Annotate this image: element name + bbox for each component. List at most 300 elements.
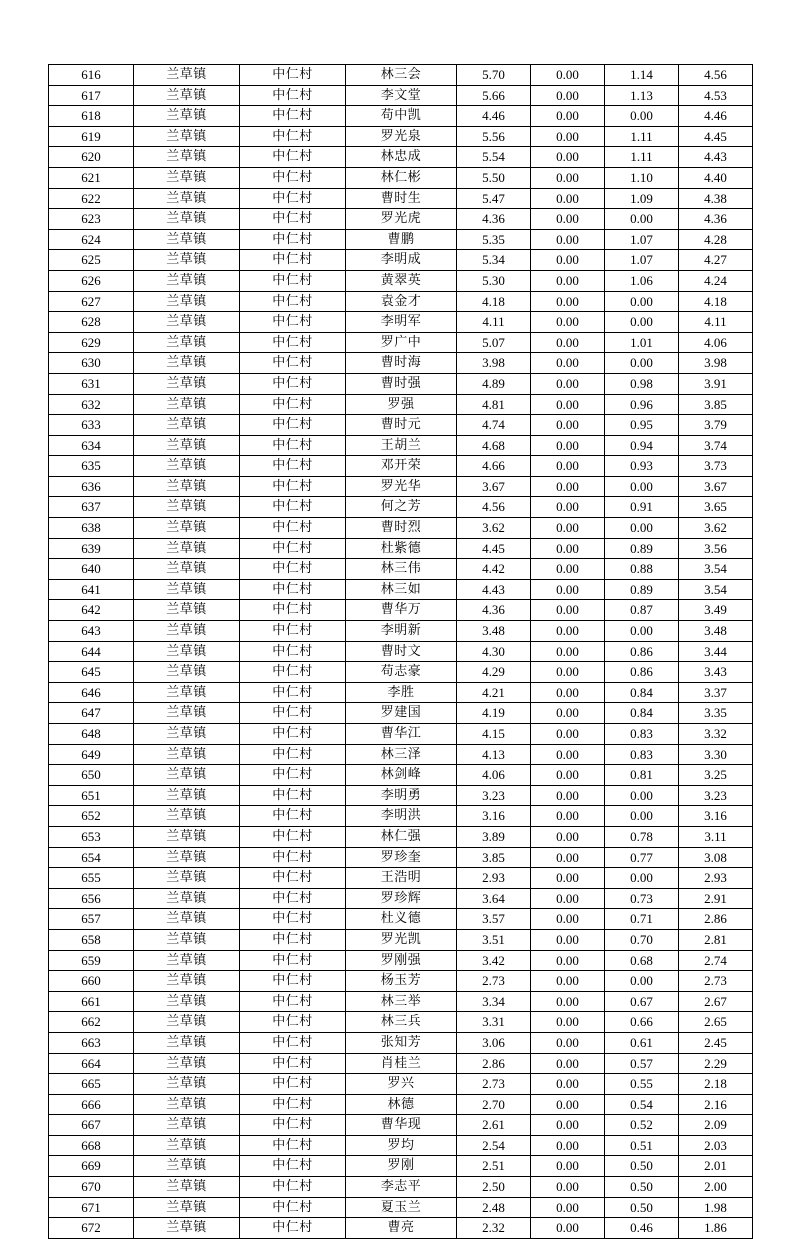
cell-name: 曹时元: [346, 415, 457, 436]
cell-village: 中仁村: [240, 415, 346, 436]
cell-town: 兰草镇: [134, 435, 240, 456]
cell-id: 631: [49, 373, 134, 394]
cell-village: 中仁村: [240, 291, 346, 312]
cell-value-1: 5.50: [457, 167, 531, 188]
cell-id: 648: [49, 724, 134, 745]
cell-value-2: 0.00: [531, 538, 605, 559]
cell-id: 633: [49, 415, 134, 436]
cell-value-2: 0.00: [531, 703, 605, 724]
cell-value-3: 0.46: [605, 1218, 679, 1239]
cell-village: 中仁村: [240, 1197, 346, 1218]
cell-name: 邓开荣: [346, 456, 457, 477]
cell-village: 中仁村: [240, 270, 346, 291]
cell-id: 656: [49, 888, 134, 909]
table-row: [49, 1197, 753, 1218]
cell-town: 兰草镇: [134, 1032, 240, 1053]
cell-town: 兰草镇: [134, 579, 240, 600]
cell-name: 李明成: [346, 250, 457, 271]
cell-town: 兰草镇: [134, 229, 240, 250]
cell-value-1: 4.68: [457, 435, 531, 456]
table-row: [49, 518, 753, 539]
cell-town: 兰草镇: [134, 600, 240, 621]
cell-town: 兰草镇: [134, 991, 240, 1012]
cell-town: 兰草镇: [134, 1197, 240, 1218]
cell-value-3: 1.07: [605, 250, 679, 271]
cell-village: 中仁村: [240, 209, 346, 230]
table-row: [49, 744, 753, 765]
cell-name: 曹时文: [346, 641, 457, 662]
cell-village: 中仁村: [240, 229, 346, 250]
cell-name: 罗强: [346, 394, 457, 415]
cell-town: 兰草镇: [134, 888, 240, 909]
cell-value-2: 0.00: [531, 991, 605, 1012]
cell-id: 662: [49, 1012, 134, 1033]
cell-value-4: 2.18: [679, 1074, 753, 1095]
cell-id: 664: [49, 1053, 134, 1074]
table-row: [49, 950, 753, 971]
cell-town: 兰草镇: [134, 621, 240, 642]
cell-value-1: 2.48: [457, 1197, 531, 1218]
cell-town: 兰草镇: [134, 765, 240, 786]
cell-id: 671: [49, 1197, 134, 1218]
cell-village: 中仁村: [240, 682, 346, 703]
cell-value-2: 0.00: [531, 353, 605, 374]
cell-value-3: 1.11: [605, 147, 679, 168]
cell-town: 兰草镇: [134, 1218, 240, 1239]
cell-value-1: 3.48: [457, 621, 531, 642]
cell-value-2: 0.00: [531, 826, 605, 847]
table-row: [49, 600, 753, 621]
cell-id: 638: [49, 518, 134, 539]
cell-name: 林三如: [346, 579, 457, 600]
table-row: [49, 332, 753, 353]
cell-value-1: 5.35: [457, 229, 531, 250]
cell-village: 中仁村: [240, 1135, 346, 1156]
table-row: [49, 1218, 753, 1239]
cell-value-1: 2.51: [457, 1156, 531, 1177]
cell-value-2: 0.00: [531, 600, 605, 621]
cell-value-4: 4.43: [679, 147, 753, 168]
cell-town: 兰草镇: [134, 291, 240, 312]
cell-value-4: 2.74: [679, 950, 753, 971]
cell-value-3: 0.77: [605, 847, 679, 868]
cell-name: 肖桂兰: [346, 1053, 457, 1074]
cell-village: 中仁村: [240, 888, 346, 909]
cell-value-4: 4.53: [679, 85, 753, 106]
cell-id: 618: [49, 106, 134, 127]
cell-value-1: 2.61: [457, 1115, 531, 1136]
cell-town: 兰草镇: [134, 353, 240, 374]
cell-town: 兰草镇: [134, 641, 240, 662]
cell-id: 654: [49, 847, 134, 868]
cell-value-4: 3.37: [679, 682, 753, 703]
table-row: [49, 126, 753, 147]
cell-value-2: 0.00: [531, 1012, 605, 1033]
cell-village: 中仁村: [240, 559, 346, 580]
cell-id: 658: [49, 929, 134, 950]
cell-value-4: 2.29: [679, 1053, 753, 1074]
cell-village: 中仁村: [240, 991, 346, 1012]
cell-value-2: 0.00: [531, 85, 605, 106]
cell-value-2: 0.00: [531, 579, 605, 600]
cell-town: 兰草镇: [134, 126, 240, 147]
cell-value-2: 0.00: [531, 1197, 605, 1218]
table-row: [49, 991, 753, 1012]
cell-name: 曹时生: [346, 188, 457, 209]
table-row: [49, 435, 753, 456]
cell-value-1: 2.32: [457, 1218, 531, 1239]
cell-value-3: 0.00: [605, 785, 679, 806]
cell-id: 622: [49, 188, 134, 209]
cell-village: 中仁村: [240, 188, 346, 209]
table-row: [49, 394, 753, 415]
cell-value-4: 3.16: [679, 806, 753, 827]
cell-value-3: 0.00: [605, 806, 679, 827]
cell-village: 中仁村: [240, 435, 346, 456]
cell-value-3: 1.01: [605, 332, 679, 353]
cell-value-1: 4.13: [457, 744, 531, 765]
cell-village: 中仁村: [240, 147, 346, 168]
cell-town: 兰草镇: [134, 270, 240, 291]
cell-value-2: 0.00: [531, 373, 605, 394]
cell-id: 642: [49, 600, 134, 621]
cell-value-3: 0.50: [605, 1197, 679, 1218]
cell-id: 646: [49, 682, 134, 703]
cell-value-2: 0.00: [531, 1074, 605, 1095]
table-row: [49, 456, 753, 477]
cell-value-2: 0.00: [531, 621, 605, 642]
cell-value-4: 2.67: [679, 991, 753, 1012]
cell-name: 王浩明: [346, 868, 457, 889]
cell-value-3: 1.14: [605, 65, 679, 86]
table-row: [49, 1135, 753, 1156]
cell-town: 兰草镇: [134, 65, 240, 86]
cell-name: 苟中凯: [346, 106, 457, 127]
cell-name: 罗广中: [346, 332, 457, 353]
cell-id: 619: [49, 126, 134, 147]
table-row: [49, 703, 753, 724]
cell-value-3: 1.09: [605, 188, 679, 209]
cell-village: 中仁村: [240, 518, 346, 539]
cell-value-3: 0.00: [605, 621, 679, 642]
cell-village: 中仁村: [240, 971, 346, 992]
cell-value-4: 3.48: [679, 621, 753, 642]
cell-value-2: 0.00: [531, 1177, 605, 1198]
cell-village: 中仁村: [240, 662, 346, 683]
table-row: [49, 353, 753, 374]
cell-village: 中仁村: [240, 106, 346, 127]
cell-value-4: 3.43: [679, 662, 753, 683]
table-row: [49, 188, 753, 209]
table-row: [49, 621, 753, 642]
cell-town: 兰草镇: [134, 724, 240, 745]
cell-value-3: 0.00: [605, 868, 679, 889]
cell-value-1: 4.56: [457, 497, 531, 518]
cell-town: 兰草镇: [134, 538, 240, 559]
cell-name: 李明新: [346, 621, 457, 642]
table-row: [49, 1053, 753, 1074]
cell-id: 653: [49, 826, 134, 847]
cell-name: 李志平: [346, 1177, 457, 1198]
cell-value-3: 0.78: [605, 826, 679, 847]
cell-town: 兰草镇: [134, 1094, 240, 1115]
cell-town: 兰草镇: [134, 1074, 240, 1095]
cell-town: 兰草镇: [134, 1053, 240, 1074]
cell-name: 罗光虎: [346, 209, 457, 230]
cell-id: 666: [49, 1094, 134, 1115]
cell-name: 何之芳: [346, 497, 457, 518]
cell-village: 中仁村: [240, 1177, 346, 1198]
cell-value-1: 3.98: [457, 353, 531, 374]
cell-village: 中仁村: [240, 312, 346, 333]
cell-id: 628: [49, 312, 134, 333]
cell-value-2: 0.00: [531, 415, 605, 436]
cell-value-2: 0.00: [531, 65, 605, 86]
cell-name: 罗刚强: [346, 950, 457, 971]
cell-town: 兰草镇: [134, 1177, 240, 1198]
cell-value-2: 0.00: [531, 229, 605, 250]
cell-town: 兰草镇: [134, 497, 240, 518]
cell-value-4: 3.98: [679, 353, 753, 374]
cell-value-4: 4.28: [679, 229, 753, 250]
cell-village: 中仁村: [240, 167, 346, 188]
cell-value-4: 2.09: [679, 1115, 753, 1136]
cell-id: 661: [49, 991, 134, 1012]
cell-id: 632: [49, 394, 134, 415]
cell-village: 中仁村: [240, 765, 346, 786]
cell-value-2: 0.00: [531, 724, 605, 745]
cell-name: 曹华江: [346, 724, 457, 745]
cell-town: 兰草镇: [134, 373, 240, 394]
cell-value-2: 0.00: [531, 641, 605, 662]
cell-value-3: 0.95: [605, 415, 679, 436]
cell-value-1: 3.06: [457, 1032, 531, 1053]
cell-value-3: 0.94: [605, 435, 679, 456]
table-row: [49, 806, 753, 827]
table-row: [49, 1177, 753, 1198]
cell-value-1: 4.36: [457, 209, 531, 230]
cell-value-1: 2.93: [457, 868, 531, 889]
table-row: [49, 270, 753, 291]
table-row: [49, 415, 753, 436]
cell-value-4: 3.23: [679, 785, 753, 806]
cell-value-1: 4.43: [457, 579, 531, 600]
cell-value-3: 0.00: [605, 971, 679, 992]
cell-name: 李胜: [346, 682, 457, 703]
table-row: [49, 1115, 753, 1136]
cell-value-1: 2.73: [457, 1074, 531, 1095]
cell-value-3: 0.73: [605, 888, 679, 909]
cell-name: 林三兵: [346, 1012, 457, 1033]
cell-value-4: 4.40: [679, 167, 753, 188]
table-row: [49, 888, 753, 909]
cell-value-4: 3.91: [679, 373, 753, 394]
cell-id: 641: [49, 579, 134, 600]
cell-value-4: 3.30: [679, 744, 753, 765]
cell-name: 黄翠英: [346, 270, 457, 291]
cell-village: 中仁村: [240, 929, 346, 950]
cell-value-2: 0.00: [531, 476, 605, 497]
cell-id: 672: [49, 1218, 134, 1239]
cell-id: 639: [49, 538, 134, 559]
cell-town: 兰草镇: [134, 847, 240, 868]
cell-value-3: 0.89: [605, 579, 679, 600]
cell-value-4: 3.73: [679, 456, 753, 477]
cell-value-3: 0.66: [605, 1012, 679, 1033]
cell-village: 中仁村: [240, 394, 346, 415]
cell-value-4: 3.08: [679, 847, 753, 868]
cell-village: 中仁村: [240, 126, 346, 147]
cell-name: 曹华现: [346, 1115, 457, 1136]
cell-value-3: 1.07: [605, 229, 679, 250]
cell-village: 中仁村: [240, 1094, 346, 1115]
cell-value-2: 0.00: [531, 1135, 605, 1156]
cell-village: 中仁村: [240, 538, 346, 559]
cell-town: 兰草镇: [134, 188, 240, 209]
cell-value-3: 0.52: [605, 1115, 679, 1136]
cell-value-1: 4.06: [457, 765, 531, 786]
table-row: [49, 147, 753, 168]
cell-value-2: 0.00: [531, 950, 605, 971]
table-row: [49, 1074, 753, 1095]
cell-town: 兰草镇: [134, 167, 240, 188]
cell-value-4: 3.54: [679, 559, 753, 580]
cell-value-4: 2.65: [679, 1012, 753, 1033]
cell-value-4: 3.62: [679, 518, 753, 539]
cell-name: 罗均: [346, 1135, 457, 1156]
cell-value-3: 0.67: [605, 991, 679, 1012]
cell-name: 杜紫德: [346, 538, 457, 559]
cell-value-3: 0.00: [605, 312, 679, 333]
cell-village: 中仁村: [240, 497, 346, 518]
cell-town: 兰草镇: [134, 1135, 240, 1156]
cell-village: 中仁村: [240, 85, 346, 106]
cell-id: 663: [49, 1032, 134, 1053]
cell-village: 中仁村: [240, 826, 346, 847]
cell-town: 兰草镇: [134, 826, 240, 847]
cell-value-1: 5.70: [457, 65, 531, 86]
cell-value-3: 0.83: [605, 724, 679, 745]
cell-name: 罗刚: [346, 1156, 457, 1177]
table-row: [49, 847, 753, 868]
cell-value-2: 0.00: [531, 106, 605, 127]
cell-town: 兰草镇: [134, 662, 240, 683]
cell-value-3: 0.51: [605, 1135, 679, 1156]
cell-value-2: 0.00: [531, 250, 605, 271]
cell-value-4: 2.91: [679, 888, 753, 909]
cell-town: 兰草镇: [134, 703, 240, 724]
cell-value-2: 0.00: [531, 1218, 605, 1239]
cell-value-2: 0.00: [531, 1115, 605, 1136]
cell-village: 中仁村: [240, 621, 346, 642]
cell-value-4: 3.49: [679, 600, 753, 621]
cell-value-3: 1.11: [605, 126, 679, 147]
cell-value-2: 0.00: [531, 518, 605, 539]
cell-id: 655: [49, 868, 134, 889]
cell-value-1: 4.30: [457, 641, 531, 662]
cell-value-4: 2.81: [679, 929, 753, 950]
cell-value-2: 0.00: [531, 270, 605, 291]
cell-town: 兰草镇: [134, 518, 240, 539]
table-row: [49, 765, 753, 786]
cell-value-4: 2.93: [679, 868, 753, 889]
cell-village: 中仁村: [240, 476, 346, 497]
cell-village: 中仁村: [240, 744, 346, 765]
cell-value-1: 3.85: [457, 847, 531, 868]
cell-value-2: 0.00: [531, 312, 605, 333]
cell-value-4: 2.03: [679, 1135, 753, 1156]
cell-town: 兰草镇: [134, 1115, 240, 1136]
table-row: [49, 312, 753, 333]
cell-value-2: 0.00: [531, 909, 605, 930]
cell-id: 624: [49, 229, 134, 250]
cell-town: 兰草镇: [134, 456, 240, 477]
cell-village: 中仁村: [240, 1012, 346, 1033]
cell-village: 中仁村: [240, 1156, 346, 1177]
cell-id: 634: [49, 435, 134, 456]
table-row: [49, 971, 753, 992]
cell-value-1: 4.42: [457, 559, 531, 580]
cell-id: 649: [49, 744, 134, 765]
cell-value-2: 0.00: [531, 765, 605, 786]
cell-value-2: 0.00: [531, 785, 605, 806]
cell-name: 林德: [346, 1094, 457, 1115]
cell-value-2: 0.00: [531, 147, 605, 168]
cell-id: 651: [49, 785, 134, 806]
cell-village: 中仁村: [240, 600, 346, 621]
cell-value-3: 0.54: [605, 1094, 679, 1115]
cell-village: 中仁村: [240, 373, 346, 394]
cell-id: 668: [49, 1135, 134, 1156]
cell-value-3: 0.88: [605, 559, 679, 580]
cell-id: 645: [49, 662, 134, 683]
cell-name: 林三会: [346, 65, 457, 86]
cell-value-4: 4.06: [679, 332, 753, 353]
cell-value-1: 4.19: [457, 703, 531, 724]
cell-value-3: 0.91: [605, 497, 679, 518]
cell-village: 中仁村: [240, 1074, 346, 1095]
cell-value-1: 3.57: [457, 909, 531, 930]
cell-value-4: 4.18: [679, 291, 753, 312]
table-row: [49, 291, 753, 312]
cell-name: 张知芳: [346, 1032, 457, 1053]
cell-value-2: 0.00: [531, 456, 605, 477]
cell-value-3: 0.00: [605, 106, 679, 127]
cell-value-4: 2.86: [679, 909, 753, 930]
cell-name: 罗珍奎: [346, 847, 457, 868]
cell-value-1: 4.18: [457, 291, 531, 312]
cell-village: 中仁村: [240, 703, 346, 724]
cell-value-4: 2.73: [679, 971, 753, 992]
cell-value-2: 0.00: [531, 847, 605, 868]
cell-value-4: 4.38: [679, 188, 753, 209]
cell-value-3: 0.84: [605, 703, 679, 724]
table-row: [49, 909, 753, 930]
cell-value-1: 2.73: [457, 971, 531, 992]
cell-name: 林三泽: [346, 744, 457, 765]
cell-village: 中仁村: [240, 332, 346, 353]
cell-value-4: 4.56: [679, 65, 753, 86]
cell-value-3: 1.10: [605, 167, 679, 188]
cell-name: 罗建国: [346, 703, 457, 724]
cell-value-1: 5.56: [457, 126, 531, 147]
cell-value-1: 3.34: [457, 991, 531, 1012]
cell-name: 曹时强: [346, 373, 457, 394]
cell-value-2: 0.00: [531, 188, 605, 209]
cell-name: 林仁强: [346, 826, 457, 847]
cell-town: 兰草镇: [134, 85, 240, 106]
table-row: [49, 579, 753, 600]
